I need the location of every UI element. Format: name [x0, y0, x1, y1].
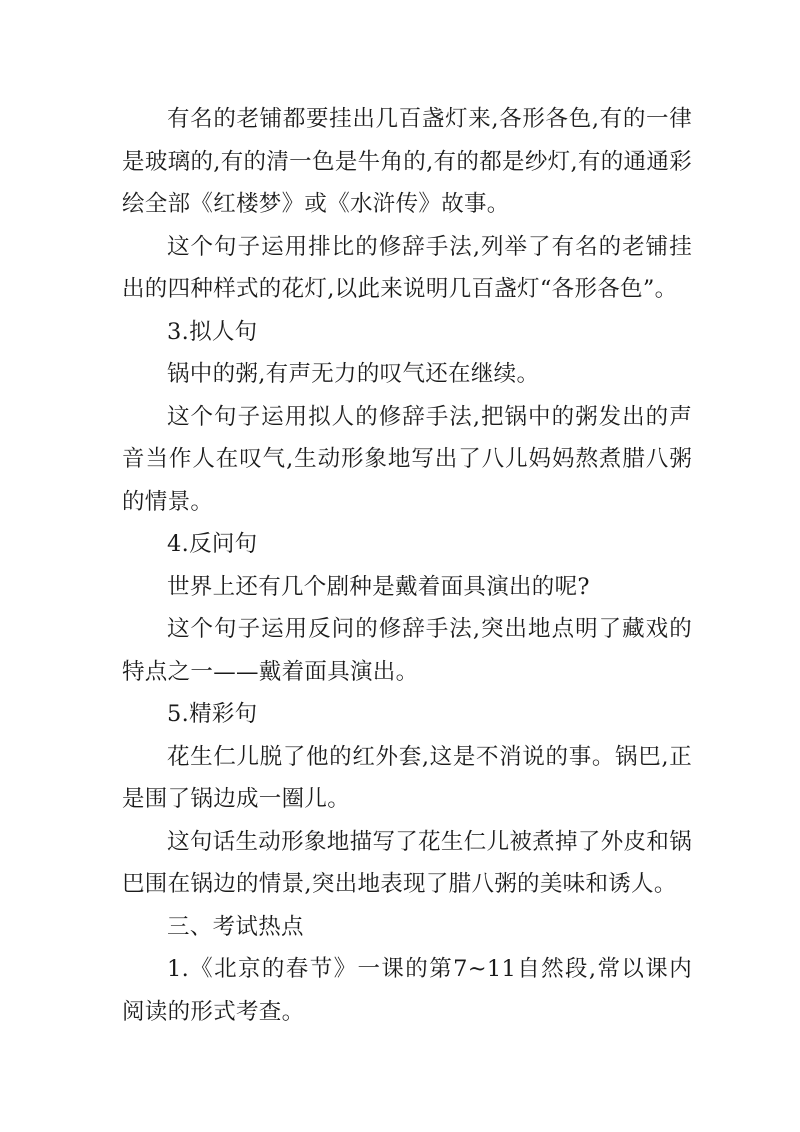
- paragraph-mask-quote: 世界上还有几个剧种是戴着面具演出的呢?: [167, 573, 590, 600]
- paragraph-rhetorical-analysis: 这个句子运用反问的修辞手法,突出地点明了藏戏的特点之一——戴着面具演出。: [122, 616, 692, 685]
- paragraph-peanut-quote: 花生仁儿脱了他的红外套,这是不消说的事。锅巴,正是围了锅边成一圈儿。: [122, 743, 692, 812]
- heading-rhetorical-question: 4.反问句: [167, 531, 258, 557]
- paragraph-porridge-quote: 锅中的粥,有声无力的叹气还在继续。: [167, 361, 540, 387]
- paragraph-parallelism-analysis: 这个句子运用排比的修辞手法,列举了有名的老铺挂出的四种样式的花灯,以此来说明几百盏灯“各形各色”。: [122, 233, 692, 302]
- paragraph-peanut-analysis: 这句话生动形象地描写了花生仁儿被煮掉了外皮和锅巴围在锅边的情景,突出地表现了腊八粥的美味和诱人。: [122, 828, 692, 897]
- heading-exam-hotspots: 三、考试热点: [167, 913, 304, 940]
- text-body: [122, 98, 692, 1033]
- heading-personification: 3.拟人句: [167, 318, 258, 345]
- paragraph-exam-note: 1.《北京的春节》一课的第7~11自然段,常以课内阅读的形式考查。: [122, 956, 692, 1025]
- heading-wonderful-sentence: 5.精彩句: [167, 701, 258, 727]
- paragraph-lantern-quote: 有名的老铺都要挂出几百盏灯来,各形各色,有的一律是玻璃的,有的清一色是牛角的,有的都是纱灯,有的通通彩绘全部《红楼梦》或《水浒传》故事。: [122, 106, 692, 217]
- paragraph-personification-analysis: 这个句子运用拟人的修辞手法,把锅中的粥发出的声音当作人在叹气,生动形象地写出了八儿妈妈熬煮腊八粥的情景。: [122, 403, 692, 515]
